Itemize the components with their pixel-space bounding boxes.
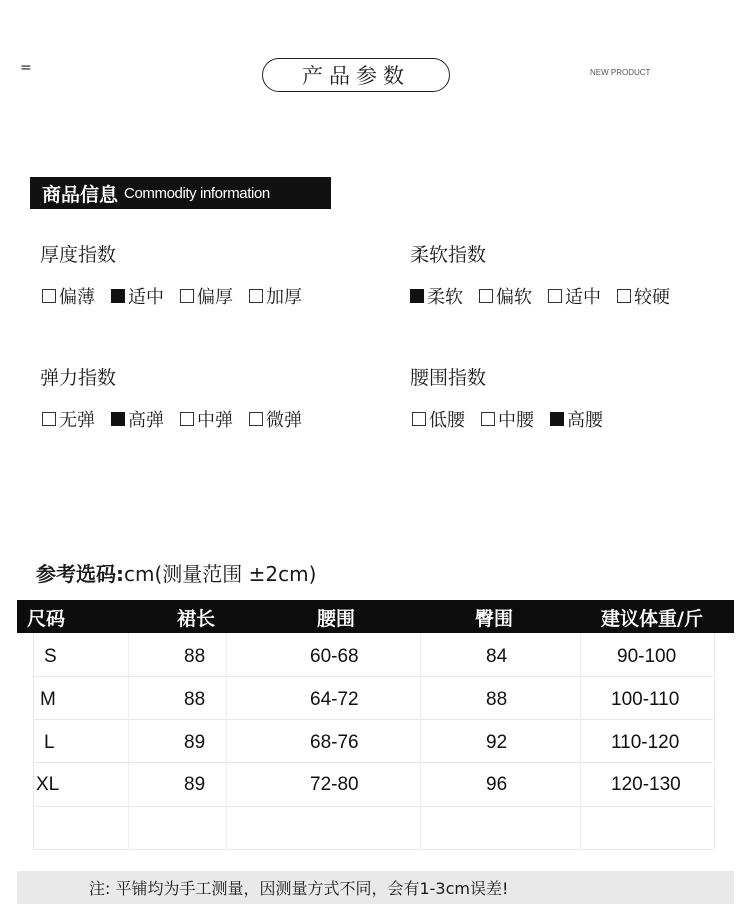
option-label: 柔软: [427, 287, 463, 308]
table-cell: 120-130: [611, 774, 681, 795]
section-title-en: Commodity information: [124, 184, 270, 202]
table-cell: XL: [36, 774, 60, 795]
checkbox-icon: [249, 412, 263, 426]
table-cell: 64-72: [310, 689, 359, 710]
waist-index-title: 腰围指数: [410, 367, 487, 389]
option-label: 适中: [128, 287, 164, 308]
waist-option: [412, 406, 465, 432]
table-cell: 90-100: [617, 646, 677, 667]
checkbox-icon: [42, 412, 56, 426]
row-divider: [33, 849, 713, 850]
table-cell: 96: [486, 774, 508, 795]
row-divider: [33, 762, 713, 763]
option-label: 中腰: [498, 410, 534, 431]
row-divider: [33, 719, 713, 720]
checkbox-checked-icon: [410, 289, 424, 303]
softness-option: [479, 283, 532, 309]
thickness-option: [42, 283, 95, 309]
header-hip: 臀围: [475, 608, 514, 630]
table-cell: 84: [486, 646, 508, 667]
table-cell: 88: [184, 646, 206, 667]
checkbox-icon: [412, 412, 426, 426]
row-divider: [33, 806, 713, 807]
option-label: 偏软: [496, 287, 532, 308]
option-label: 偏薄: [59, 287, 95, 308]
column-divider: [420, 633, 421, 850]
table-cell: 89: [184, 774, 206, 795]
table-cell: 68-76: [310, 732, 359, 753]
option-label: 中弹: [197, 410, 233, 431]
softness-option: [410, 283, 463, 309]
thickness-options: [42, 283, 318, 309]
table-cell: 110-120: [611, 732, 680, 753]
table-cell: 100-110: [611, 689, 680, 710]
elasticity-option: [180, 406, 233, 432]
option-label: 加厚: [266, 287, 302, 308]
option-label: 高腰: [567, 410, 603, 431]
waist-option: [481, 406, 534, 432]
waist-options: [412, 406, 619, 432]
size-table-header: [17, 600, 734, 633]
softness-option: [617, 283, 670, 309]
checkbox-icon: [617, 289, 631, 303]
table-cell: S: [44, 646, 57, 667]
option-label: 高弹: [128, 410, 164, 431]
table-cell: 72-80: [310, 774, 359, 795]
checkbox-icon: [548, 289, 562, 303]
table-cell: 88: [486, 689, 508, 710]
table-cell: L: [44, 732, 55, 753]
elasticity-option: [249, 406, 302, 432]
softness-options: [410, 283, 686, 309]
size-reference-label: 参考选码:: [36, 562, 124, 586]
size-reference-title: [36, 558, 316, 587]
new-product-tagline: NEW PRODUCT: [590, 68, 651, 77]
table-cell: 92: [486, 732, 508, 753]
thickness-option: [180, 283, 233, 309]
menu-icon[interactable]: =: [20, 60, 31, 76]
thickness-index-title: 厚度指数: [40, 244, 117, 266]
column-divider: [128, 633, 129, 850]
option-label: 偏厚: [197, 287, 233, 308]
table-cell: 60-68: [310, 646, 359, 667]
thickness-option: [111, 283, 164, 309]
measurement-note: 注: 平铺均为手工测量，因测量方式不同，会有1-3cm误差!: [17, 871, 734, 904]
elasticity-option: [42, 406, 95, 432]
checkbox-icon: [180, 412, 194, 426]
row-divider: [33, 676, 713, 677]
option-label: 微弹: [266, 410, 302, 431]
option-label: 适中: [565, 287, 601, 308]
waist-option: [550, 406, 603, 432]
column-divider: [580, 633, 581, 850]
checkbox-icon: [249, 289, 263, 303]
elasticity-index-title: 弹力指数: [40, 367, 117, 389]
option-label: 无弹: [59, 410, 95, 431]
checkbox-icon: [42, 289, 56, 303]
header-length: 裙长: [177, 608, 216, 630]
header-waist: 腰围: [317, 608, 356, 630]
option-label: 较硬: [634, 287, 670, 308]
size-reference-unit: cm(测量范围 ±2cm): [124, 562, 317, 586]
checkbox-icon: [479, 289, 493, 303]
commodity-info-heading: [30, 177, 331, 209]
elasticity-option: [111, 406, 164, 432]
checkbox-checked-icon: [111, 412, 125, 426]
column-divider: [226, 633, 227, 850]
table-cell: 89: [184, 732, 206, 753]
table-cell: M: [40, 689, 56, 710]
table-cell: 88: [184, 689, 206, 710]
thickness-option: [249, 283, 302, 309]
checkbox-icon: [180, 289, 194, 303]
section-title-cn: 商品信息: [42, 183, 119, 206]
softness-option: [548, 283, 601, 309]
page-title: 产品参数: [262, 58, 450, 92]
checkbox-checked-icon: [550, 412, 564, 426]
option-label: 低腰: [429, 410, 465, 431]
softness-index-title: 柔软指数: [410, 244, 487, 266]
header-weight: 建议体重/斤: [601, 608, 703, 630]
checkbox-checked-icon: [111, 289, 125, 303]
header-size: 尺码: [27, 608, 66, 630]
checkbox-icon: [481, 412, 495, 426]
elasticity-options: [42, 406, 318, 432]
